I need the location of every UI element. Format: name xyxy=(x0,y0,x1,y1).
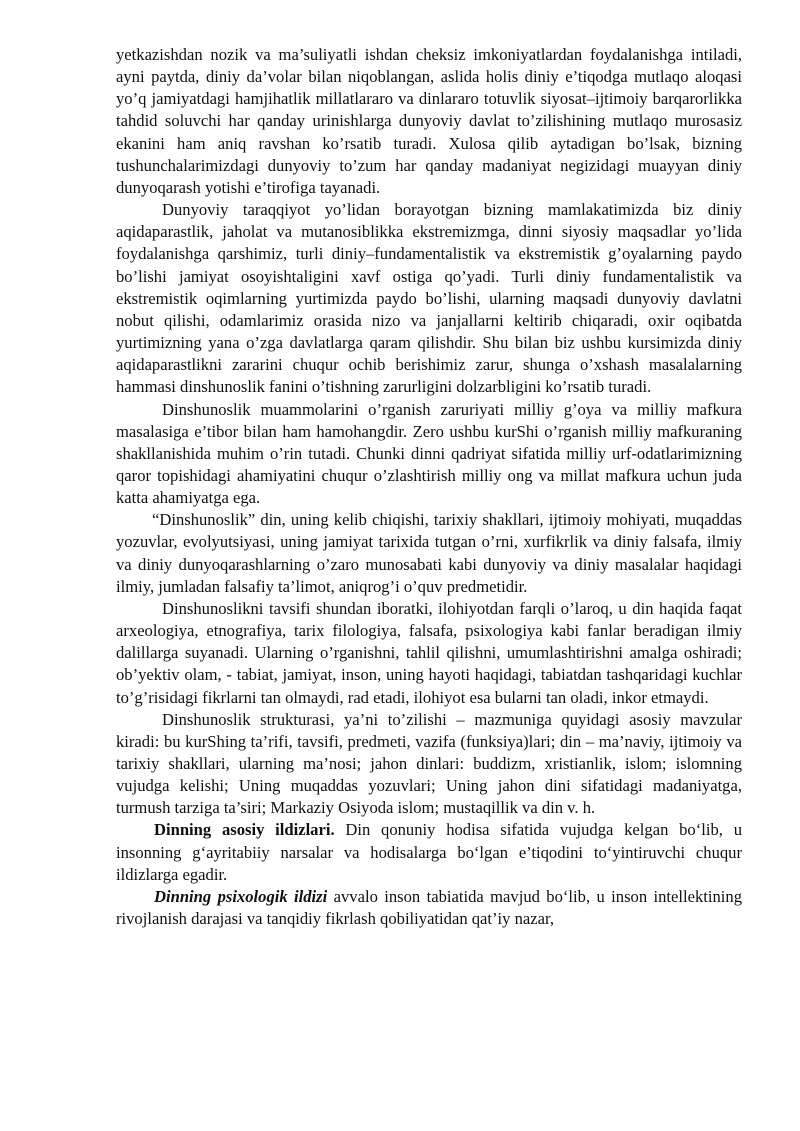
paragraph-psych xyxy=(116,886,742,930)
paragraph-6: Dinshunoslik strukturasi, ya’ni to’zilishi – mazmuniga quyidagi asosiy mavzular kiradi: bu kurShing ta’rifi, tavsifi, predmeti, vazifa (funksiya)lari; din – ma’naviy, ijtimoiy va tarixiy shakllari, ularning ma’nosi; jahon dinlari: buddizm, xristianlik, islom; islomning vujudga kelishi; Uning muqaddas yozuvlari; Uning jahon dini sifatidagi madaniyatga, turmush tarziga ta’siri; Markaziy Osiyoda islom; mustaqillik va din v. h. xyxy=(116,709,742,818)
paragraph-2: Dunyoviy taraqqiyot yo’lidan borayotgan bizning mamlakatimizda biz diniy aqidaparastlik, jaholat va mutanosiblikka ekstremizmga, dinni siyosiy maqsadlar yo’lida foydalanishga qarshimiz, turli diniy–fundamentalistik va ekstremistik g’oyalarning paydo bo’lishi jamiyat osoyishtaligini xavf ostiga qo’yadi. Turli diniy fundamentalistik va ekstremistik oqimlarning yurtimizda paydo bo’lishi, ularning maqsadi dunyoviy davlatni nobut qilishi, odamlarimiz orasida nizo va janjallarni keltirib chiqaradi, oxir oqibatda yurtimizning yana o’zga davlatlarga qaram qilishdir. Shu bilan biz ushbu kursimizda diniy aqidaparastlikni zararini chuqur ochib berishimiz zarur, shunga o’xshash masalalarning hammasi dinshunoslik fanini o’tishning zarurligini dolzarbligini ko’rsatib turadi. xyxy=(116,200,742,397)
paragraph-roots xyxy=(116,819,742,885)
paragraph-4: “Dinshunoslik” din, uning kelib chiqishi, tarixiy shakllari, ijtimoiy mohiyati, muqaddas yozuvlar, evolyutsiyasi, uning jamiyat tarixida tutgan o’rni, xurfikrlik va diniy falsafa, ilmiy va diniy dunyoqarashlarning o’zaro munosabati kabi dunyoviy va diniy masalalar haqidagi ilmiy, jumladan falsafiy ta’limot, aniqrog’i o’quv predmetidir. xyxy=(116,510,742,596)
paragraph-3: Dinshunoslik muammolarini o’rganish zaruriyati milliy g’oya va milliy mafkura masalasiga e’tibor bilan ham hamohangdir. Zero ushbu kurShi o’rganish milliy mafkuraning shakllanishida muhim o’rin tutadi. Chunki dinni qadriyat sifatida milliy urf-odatlarimizning qaror topishidagi ahamiyatini chuqur o’zlashtirish milliy ong va millat mafkura uchun juda katta ahamiyatga ega. xyxy=(116,399,742,508)
psych-text: avvalo inson tabiatida mavjud bo‘lib, u inson intellektining rivojlanish darajasi va tanqidiy fikrlash qobiliyatidan qat’iy nazar, xyxy=(116,886,743,929)
document-page xyxy=(116,44,742,930)
psych-heading: Dinning psixologik ildizi xyxy=(154,886,328,906)
paragraph-1: yetkazishdan nozik va ma’suliyatli ishdan cheksiz imkoniyatlardan foydalanishga intiladi, ayni paytda, diniy da’volar bilan niqoblangan, aslida holis diniy e’tiqodga mutlaqo aloqasi yo’q jamiyatdagi hamjihatlik millatlararo va dinlararo totuvlik siyosat–ijtimoiy barqarorlikka tahdid soluvchi har qanday urinishlarga dunyoviy davlat to’zilishining mutlaqo murosasiz ekanini ham aniq ravshan ko’rsatib turadi. Xulosa qilib aytadigan bo’lsak, bizning tushunchalarimizdagi dunyoviy to’zum har qanday madaniyat negizidagi muayyan diniy dunyoqarash yotishi e’tirofiga tayanadi. xyxy=(116,45,742,197)
paragraph-5: Dinshunoslikni tavsifi shundan iboratki, ilohiyotdan farqli o’laroq, u din haqida faqat arxeologiya, etnografiya, tarix filologiya, falsafa, psixologiya kabi fanlar beradigan ilmiy dalillarga suyanadi. Ularning o’rganishni, tahlil qilishni, umumlashtirishni amalga oshiradi; ob’yektiv olam, - tabiat, jamiyat, inson, uning hayoti haqidagi, tabiatdan tashqaridagi kuchlar to’g’risidagi fikrlarni tan olmaydi, rad etadi, ilohiyot esa bularni tan oladi, inkor etmaydi. xyxy=(116,598,742,707)
roots-text: Din qonuniy hodisa sifatida vujudga kelgan bo‘lib, u insonning g‘ayritabiiy narsalar va hodisalarga bo‘lgan e’tiqodini to‘yintiruvchi chuqur ildizlarga egadir. xyxy=(116,820,742,884)
roots-heading: Dinning asosiy ildizlari. xyxy=(154,820,335,840)
